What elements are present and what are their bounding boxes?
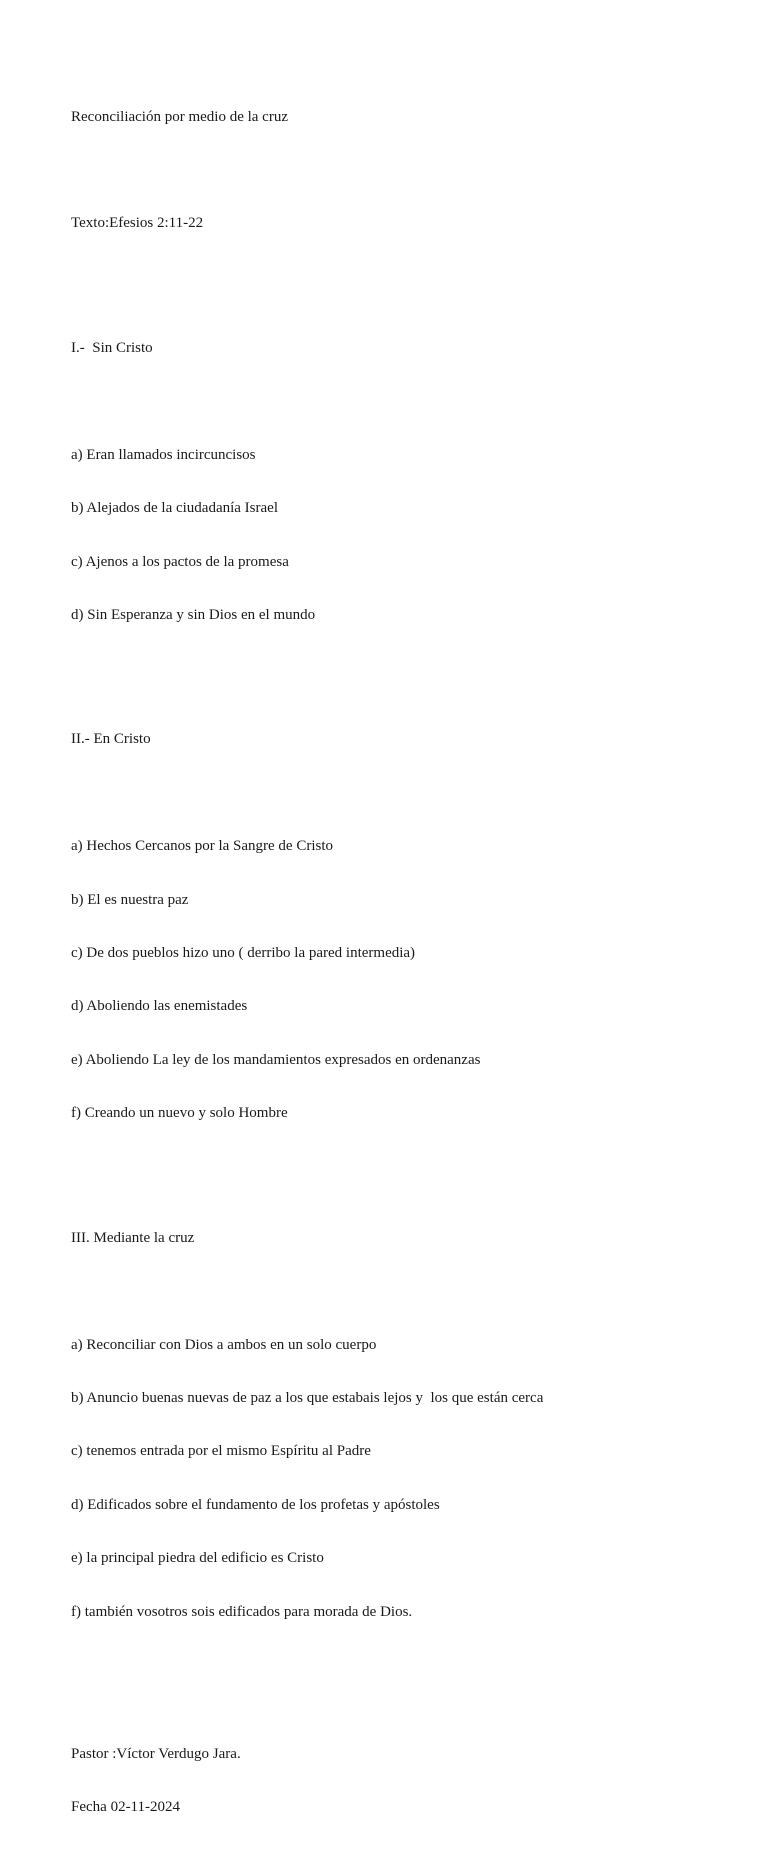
list-item: b) El es nuestra paz: [71, 891, 189, 908]
scripture-reference: Texto:Efesios 2:11-22: [71, 215, 204, 232]
spacer: [71, 162, 731, 180]
list-item: b) Anuncio buenas nuevas de paz a los que estabais lejos y los que están cerca: [71, 1389, 544, 1406]
pastor-signature: Pastor :Víctor Verdugo Jara.: [71, 1745, 241, 1762]
list-item: a) Hechos Cercanos por la Sangre de Cristo: [71, 838, 334, 855]
list-item: c) Ajenos a los pactos de la promesa: [71, 553, 289, 570]
list-item: d) Aboliendo las enemistades: [71, 998, 248, 1015]
list-item: d) Edificados sobre el fundamento de los profetas y apóstoles: [71, 1496, 440, 1513]
section-heading: III. Mediante la cruz: [71, 1229, 195, 1246]
document-body: [71, 73, 731, 1853]
spacer: [71, 785, 731, 803]
section-heading: II.- En Cristo: [71, 731, 151, 748]
spacer: [71, 1283, 731, 1301]
list-item: c) tenemos entrada por el mismo Espíritu al Padre: [71, 1443, 371, 1460]
list-item: a) Eran llamados incircuncisos: [71, 446, 256, 463]
spacer: [71, 393, 731, 411]
list-item: f) también vosotros sois edificados para morada de Dios.: [71, 1603, 413, 1620]
spacer: [71, 1159, 731, 1177]
document-date: Fecha 02-11-2024: [71, 1799, 180, 1816]
list-item: e) la principal piedra del edificio es Cristo: [71, 1550, 324, 1567]
section-heading: I.- Sin Cristo: [71, 339, 153, 356]
list-item: d) Sin Esperanza y sin Dios en el mundo: [71, 606, 316, 623]
spacer: [71, 660, 731, 678]
list-item: b) Alejados de la ciudadanía Israel: [71, 500, 278, 517]
list-item: c) De dos pueblos hizo uno ( derribo la pared intermedia): [71, 945, 416, 962]
spacer: [71, 269, 731, 287]
spacer: [71, 1657, 731, 1693]
list-item: a) Reconciliar con Dios a ambos en un solo cuerpo: [71, 1336, 377, 1353]
list-item: e) Aboliendo La ley de los mandamientos expresados en ordenanzas: [71, 1051, 481, 1068]
document-title: Reconciliación por medio de la cruz: [71, 108, 288, 125]
list-item: f) Creando un nuevo y solo Hombre: [71, 1105, 288, 1122]
